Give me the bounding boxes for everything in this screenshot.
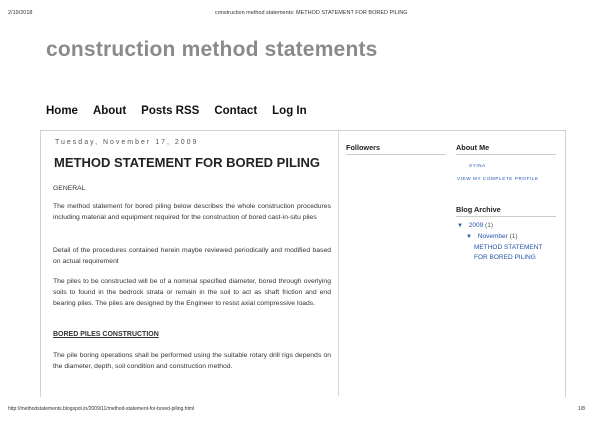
- archive-month-count: (1): [509, 233, 518, 240]
- followers-heading: Followers: [346, 143, 381, 152]
- nav-log-in[interactable]: Log In: [272, 105, 307, 117]
- post-paragraph-intro: The method statement for bored piling below describes the whole construction procedures including material and equipment required for the construction of bored cast-in-situ piles: [53, 203, 331, 222]
- nav-about[interactable]: About: [92, 105, 127, 117]
- archive-post-link[interactable]: METHOD STATEMENT FOR BORED PILING: [474, 244, 543, 261]
- print-page-title: construction method statements: METHOD STATEMENT FOR BORED PILING: [215, 10, 408, 16]
- post-title[interactable]: METHOD STATEMENT FOR BORED PILING: [54, 155, 321, 170]
- section-heading-bored-piles: BORED PILES CONSTRUCTION: [53, 331, 159, 338]
- nav-home[interactable]: Home: [46, 105, 78, 117]
- about-me-divider: [456, 154, 556, 155]
- nav-contact[interactable]: Contact: [214, 105, 258, 117]
- profile-name-link[interactable]: SYINA: [469, 163, 486, 168]
- blog-title[interactable]: construction method statements: [46, 38, 378, 61]
- view-profile-link[interactable]: VIEW MY COMPLETE PROFILE: [457, 176, 539, 181]
- blog-archive-divider: [456, 216, 556, 217]
- print-url: http://methodstatements.blogspot.in/2009/11/method-statement-for-bored-piling.html: [8, 406, 195, 412]
- archive-month-row: [466, 233, 518, 240]
- archive-year-count: (1): [485, 222, 493, 229]
- about-me-heading: About Me: [456, 143, 490, 152]
- archive-month-link[interactable]: November: [477, 233, 508, 240]
- archive-year-toggle-icon[interactable]: ▼: [457, 223, 463, 229]
- print-page-number: 1/8: [578, 406, 585, 412]
- post-paragraph-piles: The piles to be constructed will be of a nominal specified diameter, bored through overlying soils to found in the bedrock strata or remain in the soil to act as shaft friction and end bearing piles. The piles are designed by the Engineer to resist axial compressive loads.: [53, 278, 331, 308]
- post-paragraph-detail: Detail of the procedures contained herein maybe reviewed periodically and modified based on actual requirement: [53, 247, 331, 266]
- followers-divider: [346, 154, 446, 155]
- nav-posts-rss[interactable]: Posts RSS: [141, 105, 200, 117]
- print-date: 2/19/2018: [8, 10, 33, 16]
- post-date: Tuesday, November 17, 2009: [55, 139, 199, 146]
- post-paragraph-general: GENERAL: [53, 185, 86, 192]
- archive-year-row: [457, 222, 493, 229]
- archive-month-toggle-icon[interactable]: ▼: [466, 234, 472, 240]
- post-paragraph-boring: The pile boring operations shall be performed using the suitable rotary drill rigs depends on the diameter, depth, soil condition and construction method.: [53, 352, 331, 371]
- archive-year-link[interactable]: 2009: [468, 222, 484, 229]
- blog-archive-heading: Blog Archive: [456, 205, 501, 214]
- nav-bar: [46, 105, 307, 117]
